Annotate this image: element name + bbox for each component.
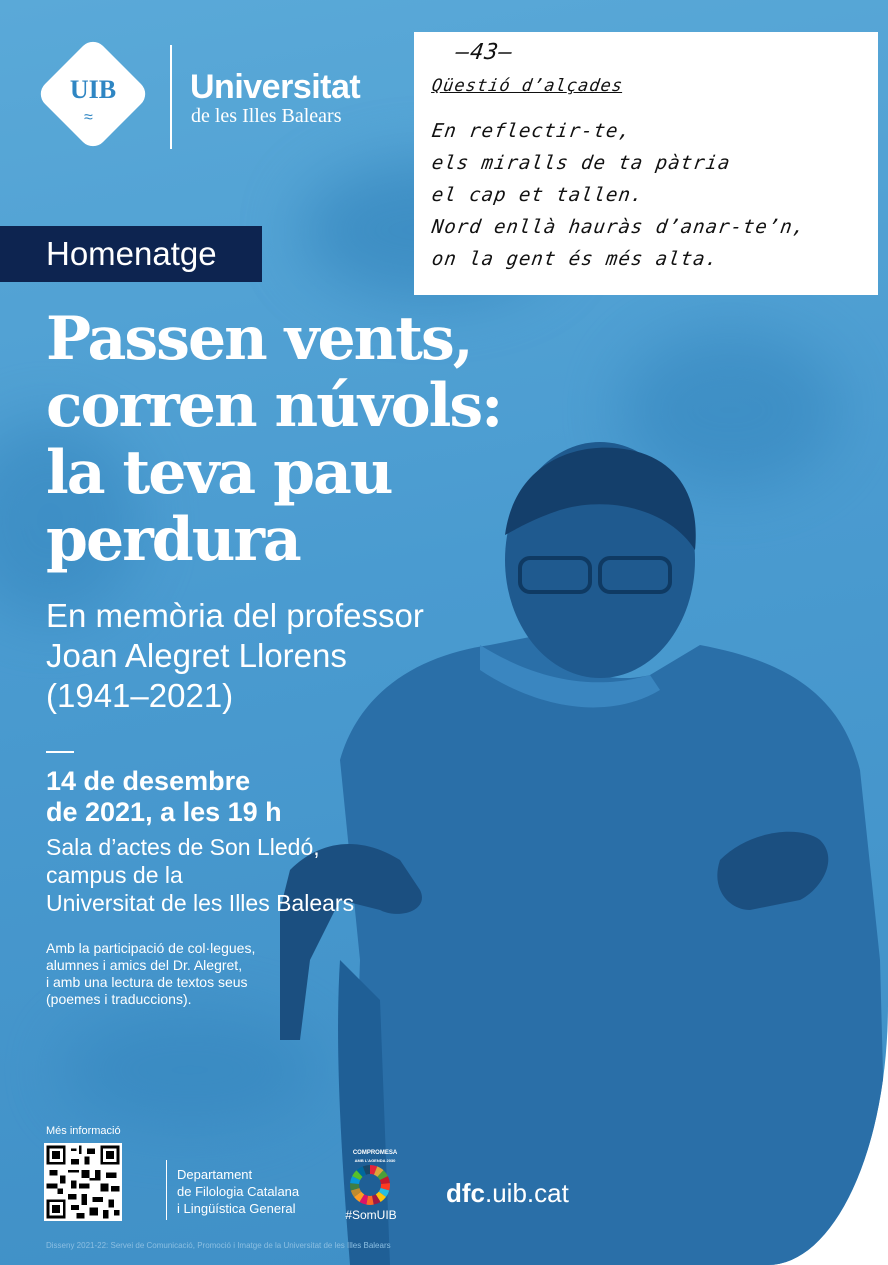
- web-rest: .uib.cat: [485, 1178, 569, 1208]
- event-date: [46, 766, 282, 828]
- wave-icon: ≈: [84, 109, 93, 126]
- event-subtitle: [46, 596, 526, 716]
- university-name: Universitat: [190, 68, 361, 106]
- hashtag: #SomUIB: [345, 1208, 397, 1222]
- details-line: alumnes i amics del Dr. Alegret,: [46, 957, 243, 973]
- venue-line: Sala d’actes de Son Lledó,: [46, 834, 320, 860]
- title-line: corren núvols:: [46, 371, 502, 441]
- department-name: [177, 1166, 299, 1217]
- title-line: perdura: [46, 505, 300, 575]
- poem-title: Qüestió d’alçades: [430, 76, 625, 96]
- details-line: Amb la participació de col·legues,: [46, 940, 256, 956]
- logo-text: UIB: [69, 75, 117, 104]
- handwritten-poem-card: [414, 32, 878, 295]
- event-type-tag: Homenatge: [0, 226, 262, 282]
- venue-line: Universitat de les Illes Balears: [46, 890, 355, 916]
- design-credit: Disseny 2021-22: Servei de Comunicació, Promoció i Imatge de la Universitat de les Illes Balears: [46, 1241, 391, 1250]
- footer-divider: [166, 1160, 167, 1220]
- date-line: de 2021, a les 19 h: [46, 797, 282, 827]
- details-line: i amb una lectura de textos seus: [46, 974, 248, 990]
- venue-line: campus de la: [46, 862, 183, 888]
- poem-line: Nord enllà hauràs d’anar-te’n,: [430, 216, 807, 238]
- title-line: Passen vents,: [46, 304, 472, 374]
- more-info-label: Més informació: [46, 1125, 121, 1137]
- poem-line: els miralls de ta pàtria: [430, 152, 733, 174]
- qr-code-icon[interactable]: [44, 1143, 122, 1221]
- divider-dash: [46, 751, 74, 753]
- event-title: [46, 306, 606, 574]
- dept-line: de Filologia Catalana: [177, 1184, 300, 1199]
- logo-divider: [170, 45, 172, 149]
- poem-line: el cap et tallen.: [430, 184, 646, 206]
- website-link[interactable]: [446, 1178, 569, 1209]
- subtitle-line: En memòria del professor: [46, 597, 424, 634]
- details-line: (poemes i traduccions).: [46, 991, 192, 1007]
- sdg-wheel-icon: [349, 1164, 391, 1206]
- event-venue: [46, 833, 354, 917]
- dept-line: Departament: [177, 1167, 253, 1182]
- event-details: [46, 940, 346, 1008]
- poem-line: En reflectir-te,: [430, 120, 633, 142]
- dept-line: i Lingüística General: [177, 1201, 296, 1216]
- university-subname: de les Illes Balears: [191, 105, 342, 127]
- sdg-label-line: COMPROMESA: [352, 1150, 398, 1156]
- subtitle-line: (1941–2021): [46, 677, 234, 714]
- poem-line: on la gent és més alta.: [430, 248, 720, 270]
- web-bold: dfc: [446, 1178, 485, 1208]
- subtitle-line: Joan Alegret Llorens: [46, 637, 347, 674]
- sdg-label: [345, 1150, 405, 1164]
- title-line: la teva pau: [46, 438, 392, 508]
- sdg-label-line: AMB L’AGENDA 2030: [354, 1158, 396, 1163]
- poem-number: —43—: [454, 40, 515, 65]
- date-line: 14 de desembre: [46, 766, 251, 796]
